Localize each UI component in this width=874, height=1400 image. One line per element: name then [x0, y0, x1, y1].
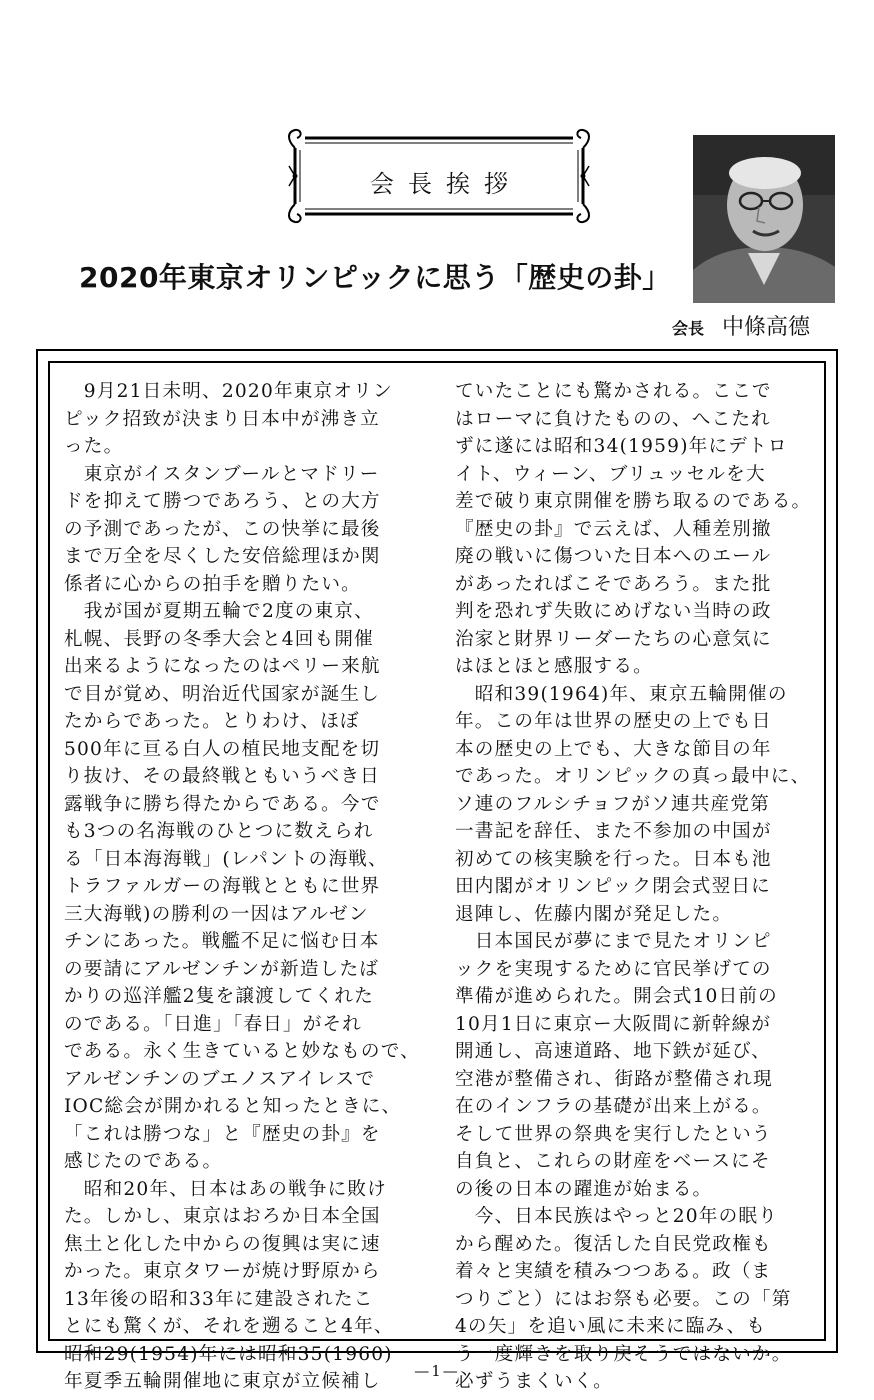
body-line: はほとほと感服する。: [455, 656, 653, 677]
body-line: 『歴史の卦』で云えば、人種差別撤: [455, 518, 772, 540]
body-line: 東京がイスタンブールとマドリー: [64, 463, 380, 485]
body-line: 500年に亘る白人の植民地支配を切: [64, 738, 381, 760]
body-line: た。しかし、東京はおろか日本全国: [64, 1206, 381, 1227]
body-column-right: [455, 378, 812, 1396]
body-line: る「日本海海戦」(レパントの海戦、: [64, 848, 388, 870]
page-number: —1—: [414, 1362, 460, 1380]
body-line: で目が覚め、明治近代国家が誕生し: [64, 683, 380, 705]
body-line: とにも驚くが、それを遡ること4年、: [64, 1316, 394, 1337]
body-line: 年夏季五輪開催地に東京が立候補し: [64, 1371, 381, 1392]
body-line: トラファルガーの海戦とともに世界: [64, 876, 381, 897]
body-line: ックを実現するために官民挙げての: [455, 958, 772, 980]
body-line: である。永く生きていると妙なもので、: [64, 1041, 420, 1062]
body-line: そして世界の祭典を実行したという: [455, 1123, 772, 1145]
body-line: 係者に心からの拍手を贈りたい。: [64, 573, 361, 595]
body-line: から醒めた。復活した自民党政権も: [455, 1233, 772, 1255]
body-line: かった。東京タワーが焼け野原から: [64, 1261, 381, 1282]
body-line: 露戦争に勝ち得たからである。今で: [64, 793, 381, 815]
body-line: 出来るようになったのはペリー来航: [64, 656, 381, 677]
body-line: 我が国が夏期五輪で2度の東京、: [64, 601, 374, 622]
body-line: はローマに負けたものの、へこたれ: [455, 408, 771, 430]
body-line: チンにあった。戦艦不足に悩む日本: [64, 931, 380, 952]
body-line: り抜け、その最終戦ともいうべき日: [64, 766, 380, 787]
body-line: 退陣し、佐藤内閣が発足した。: [455, 903, 733, 925]
body-line: のである。「日進」「春日」がそれ: [64, 1013, 363, 1035]
body-line: 在のインフラの基礎が出来上がる。: [455, 1096, 772, 1117]
body-line: 年。この年は世界の歴史の上でも日: [455, 711, 772, 732]
body-line: 一書記を辞任、また不参加の中国が: [455, 821, 772, 842]
body-line: 空港が整備され、街路が整備され現: [455, 1068, 773, 1090]
body-line: 準備が進められた。開会式10日前の: [455, 986, 778, 1007]
body-line: 差で破り東京開催を勝ち取るのである。: [455, 491, 812, 512]
body-line: 着々と実績を積みつつある。政（ま: [455, 1261, 772, 1282]
body-line: も3つの名海戦のひとつに数えられ: [64, 821, 374, 842]
portrait-image: [693, 135, 835, 303]
body-line: 4の矢」を追い風に未来に臨み、も: [455, 1316, 767, 1337]
body-line: たからであった。とりわけ、ほぼ: [64, 711, 360, 732]
body-line: 昭和29(1954)年には昭和35(1960): [64, 1343, 393, 1365]
body-line: 日本国民が夢にまで見たオリンピ: [455, 931, 772, 952]
body-line: 治家と財界リーダーたちの心意気に: [455, 628, 772, 650]
body-line: 焦土と化した中からの復興は実に速: [64, 1233, 381, 1255]
body-line: アルゼンチンのブエノスアイレスで: [64, 1068, 376, 1090]
body-line: イト、ウィーン、ブリュッセルを大: [455, 463, 766, 485]
body-line: 本の歴史の上でも、大きな節目の年: [455, 738, 772, 760]
body-line: ソ連のフルシチョフがソ連共産党第: [455, 793, 770, 815]
body-line: であった。オリンピックの真っ最中に、: [455, 766, 811, 787]
author-photo: [693, 135, 835, 303]
byline: [672, 310, 810, 341]
body-column-left: [64, 378, 420, 1396]
body-line: つりごと）にはお祭も必要。この「第: [455, 1288, 792, 1310]
body-line: 札幌、長野の冬季大会と4回も開催: [64, 628, 374, 650]
article-headline: 2020年東京オリンピックに思う「歴史の卦」: [79, 261, 671, 294]
body-line: ずに遂には昭和34(1959)年にデトロ: [455, 436, 788, 457]
body-line: の予測であったが、この快挙に最後: [64, 518, 381, 540]
body-line: う一度輝きを取り戻そうではないか。: [455, 1343, 792, 1365]
body-line: 昭和20年、日本はあの戦争に敗け: [64, 1178, 387, 1200]
body-line: ドを抑えて勝つであろう、との大方: [64, 491, 381, 512]
body-line: 廃の戦いに傷ついた日本へのエール: [455, 546, 772, 567]
body-line: 今、日本民族はやっと20年の眠り: [455, 1206, 778, 1227]
body-line: かりの巡洋艦2隻を譲渡してくれた: [64, 986, 374, 1007]
body-line: 必ずうまくいく。: [455, 1371, 613, 1392]
body-line: ピック招致が決まり日本中が沸き立: [64, 408, 380, 430]
body-line: 開通し、高速道路、地下鉄が延び、: [455, 1041, 771, 1062]
body-line: 田内閣がオリンピック閉会式翌日に: [455, 876, 771, 897]
body-line: の後の日本の躍進が始まる。: [455, 1178, 713, 1200]
body-line: の要請にアルゼンチンが新造したば: [64, 958, 380, 980]
body-line: 初めての核実験を行った。日本も池: [455, 848, 772, 870]
byline-role: 会長: [672, 319, 705, 338]
section-title-frame: [283, 126, 595, 226]
section-title: 会長挨拶: [370, 170, 522, 198]
body-line: 三大海戦)の勝利の一因はアルゼン: [64, 903, 369, 925]
byline-name: 中條高德: [722, 315, 811, 340]
body-line: まで万全を尽くした安倍総理ほか関: [64, 546, 381, 567]
body-line: 自負と、これらの財産をベースにそ: [455, 1151, 771, 1172]
body-line: 9月21日未明、2020年東京オリン: [64, 381, 393, 402]
body-line: 判を恐れず失敗にめげない当時の政: [455, 601, 772, 622]
body-line: 13年後の昭和33年に建設されたこ: [64, 1288, 374, 1310]
body-line: 昭和39(1964)年、東京五輪開催の: [455, 683, 788, 705]
body-line: 「これは勝つな」と『歴史の卦』を: [64, 1123, 381, 1145]
body-line: った。: [64, 436, 124, 457]
body-line: ていたことにも驚かされる。ここで: [455, 381, 772, 402]
body-line: 感じたのである。: [64, 1151, 223, 1172]
body-line: IOC総会が開かれると知ったときに、: [64, 1096, 402, 1117]
body-line: があったればこそであろう。また批: [455, 573, 772, 595]
body-line: 10月1日に東京ー大阪間に新幹線が: [455, 1013, 772, 1035]
